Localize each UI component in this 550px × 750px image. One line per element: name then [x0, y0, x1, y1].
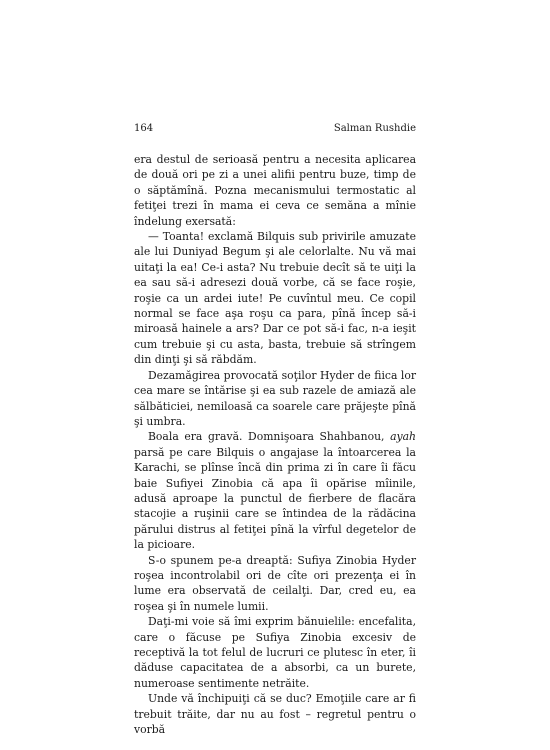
paragraph [134, 152, 416, 229]
running-head-author: Salman Rushdie [333, 123, 416, 134]
paragraph [134, 368, 416, 430]
italic-word: ayah [390, 430, 416, 444]
text-run: S-o spunem pe-a dreaptă: Sufiya Zinobia Hyder roşea incontrolabil ori de cîte ori prezenţa ei în lume era observată de ceilalţi. Dar, cred eu, ea roşea şi în numele lumii. [134, 553, 416, 613]
text-run: Dezamăgirea provocată soţilor Hyder de fiica lor cea mare se întărise şi ea sub razele de amiază ale sălbăticiei, nemiloasă ca soarele care prăjeşte pînă şi umbra. [134, 368, 416, 428]
text-run: Unde vă închipuiţi că se duc? Emoţiile care ar fi trebuit trăite, dar nu au fost – regretul pentru o vorbă [134, 692, 416, 737]
text-run: — Toanta! exclamă Bilquis sub privirile amuzate ale lui Duniyad Begum şi ale celorlalte. Nu vă mai uitaţi la ea! Ce-i asta? Nu trebuie decît să te uiţi la ea sau să-i adresezi două vorbe, că se face roşie, roşie ca un ardei iute! Pe cuvîntul meu. Ce copil normal se face aşa roşu ca para, pînă încep să-i miroasă hainele a ars? Dar ce pot să-i fac, n-a ieşit cum trebuie şi cu asta, basta, trebuie să strîngem din dinţi şi să răbdăm. [134, 230, 416, 367]
paragraph [134, 553, 416, 615]
page-number: 164 [134, 123, 154, 134]
paragraph [134, 229, 416, 368]
body-text [134, 152, 416, 737]
text-run: Daţi-mi voie să îmi exprim bănuielile: encefalita, care o făcuse pe Sufiya Zinobia excesiv de receptivă la tot felul de lucruri ce plutesc în eter, îi dăduse capacitatea de a absorbi, ca un burete, numeroase sentimente netrăite. [134, 615, 416, 690]
running-head [134, 123, 416, 137]
paragraph [134, 429, 416, 552]
paragraph [134, 614, 416, 691]
text-run: Boala era gravă. Domnişoara Shahbanou, [148, 430, 391, 444]
text-run: era destul de serioasă pentru a necesita aplicarea de două ori pe zi a unei alifii pentru buze, timp de o săptămînă. Pozna mecanismului termostatic al fetiţei trezi în mama ei ceva ce semăna a mînie îndelung exersată: [134, 153, 416, 228]
text-run: parsă pe care Bilquis o angajase la întoarcerea la Karachi, se plînse încă din prima zi în care îi făcu baie Sufiyei Zinobia că apa îi opărise mîinile, adusă aproape la punctul de fierbere de flacăra stacojie a ruşinii care se întindea de la rădăcina părului distrus al fetiţei pînă la vîrful degetelor de la picioare. [134, 445, 416, 552]
paragraph [134, 691, 416, 737]
